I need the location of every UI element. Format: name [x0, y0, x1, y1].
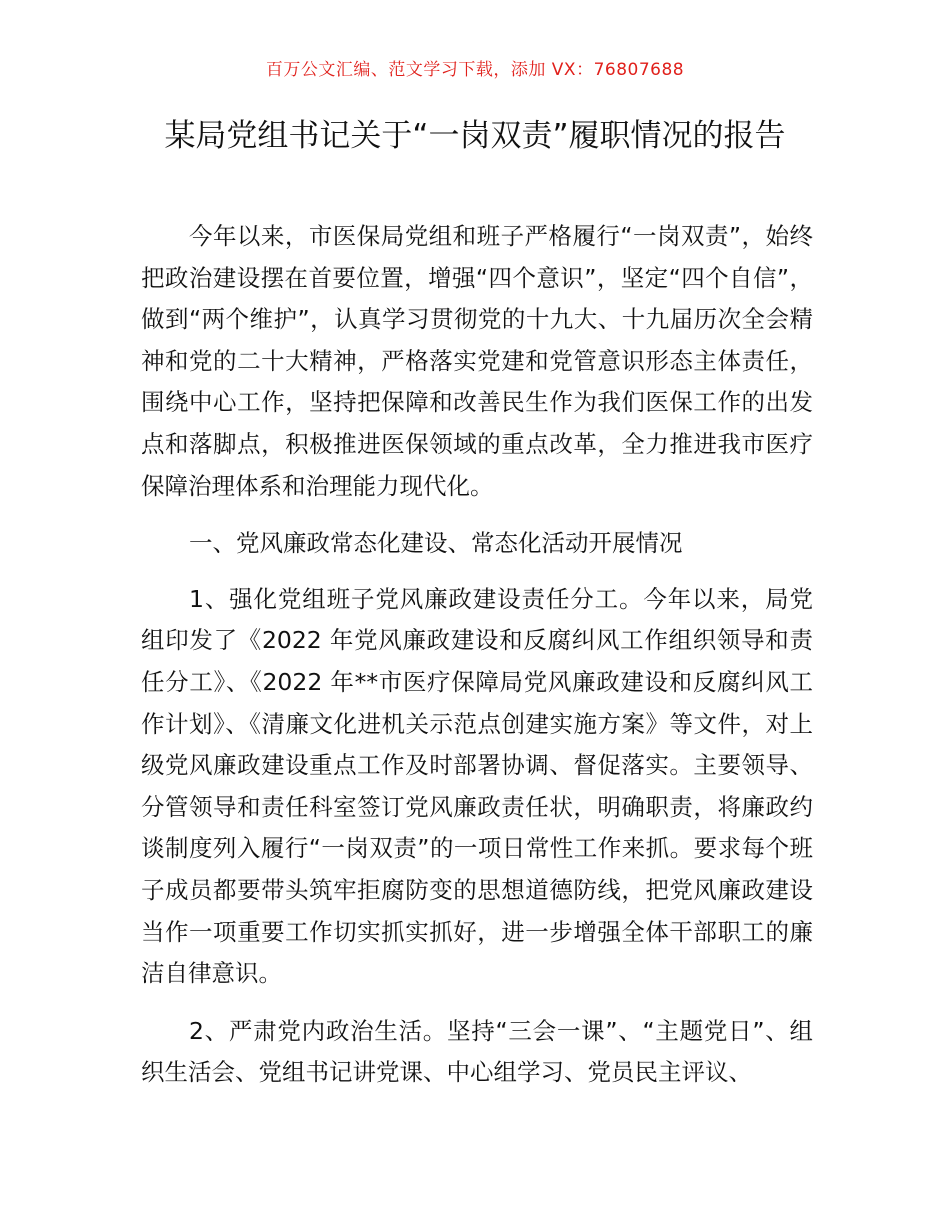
document-title: 某局党组书记关于“一岗双责”履职情况的报告	[164, 118, 786, 154]
item-1-paragraph: 1、强化党组班子党风廉政建设责任分工。今年以来，局党组印发了《2022 年党风廉政建设和反腐纠风工作组织领导和责任分工》、《2022 年**市医疗保障局党风廉政建设和反腐纠风工作计划》、《清廉文化进机关示范点创建实施方案》等文件，对上级党风廉政建设重点工作及时部署协调、督促落实。主要领导、分管领导和责任科室签订党风廉政责任状，明确职责，将廉政约谈制度列入履行“一岗双责”的一项日常性工作来抓。要求每个班子成员都要带头筑牢拒腐防变的思想道德防线，把党风廉政建设当作一项重要工作切实抓实抓好，进一步增强全体干部职工的廉洁自律意识。	[141, 584, 813, 988]
intro-paragraph: 今年以来，市医保局党组和班子严格履行“一岗双责”，始终把政治建设摆在首要位置，增强“四个意识”，坚定“四个自信”，做到“两个维护”，认真学习贯彻党的十九大、十九届历次全会精神和党的二十大精神，严格落实党建和党管意识形态主体责任，围绕中心工作，坚持把保障和改善民生作为我们医保工作的出发点和落脚点，积极推进医保领域的重点改革，全力推进我市医疗保障治理体系和治理能力现代化。	[141, 222, 813, 500]
item-2-paragraph: 2、严肃党内政治生活。坚持“三会一课”、“主题党日”、组织生活会、党组书记讲党课、中心组学习、党员民主评议、	[141, 1016, 813, 1087]
document-body	[141, 216, 813, 1110]
section-heading: 一、党风廉政常态化建设、常态化活动开展情况	[189, 529, 683, 558]
watermark-header: 百万公文汇编、范文学习下载，添加 VX：76807688	[265, 60, 685, 80]
